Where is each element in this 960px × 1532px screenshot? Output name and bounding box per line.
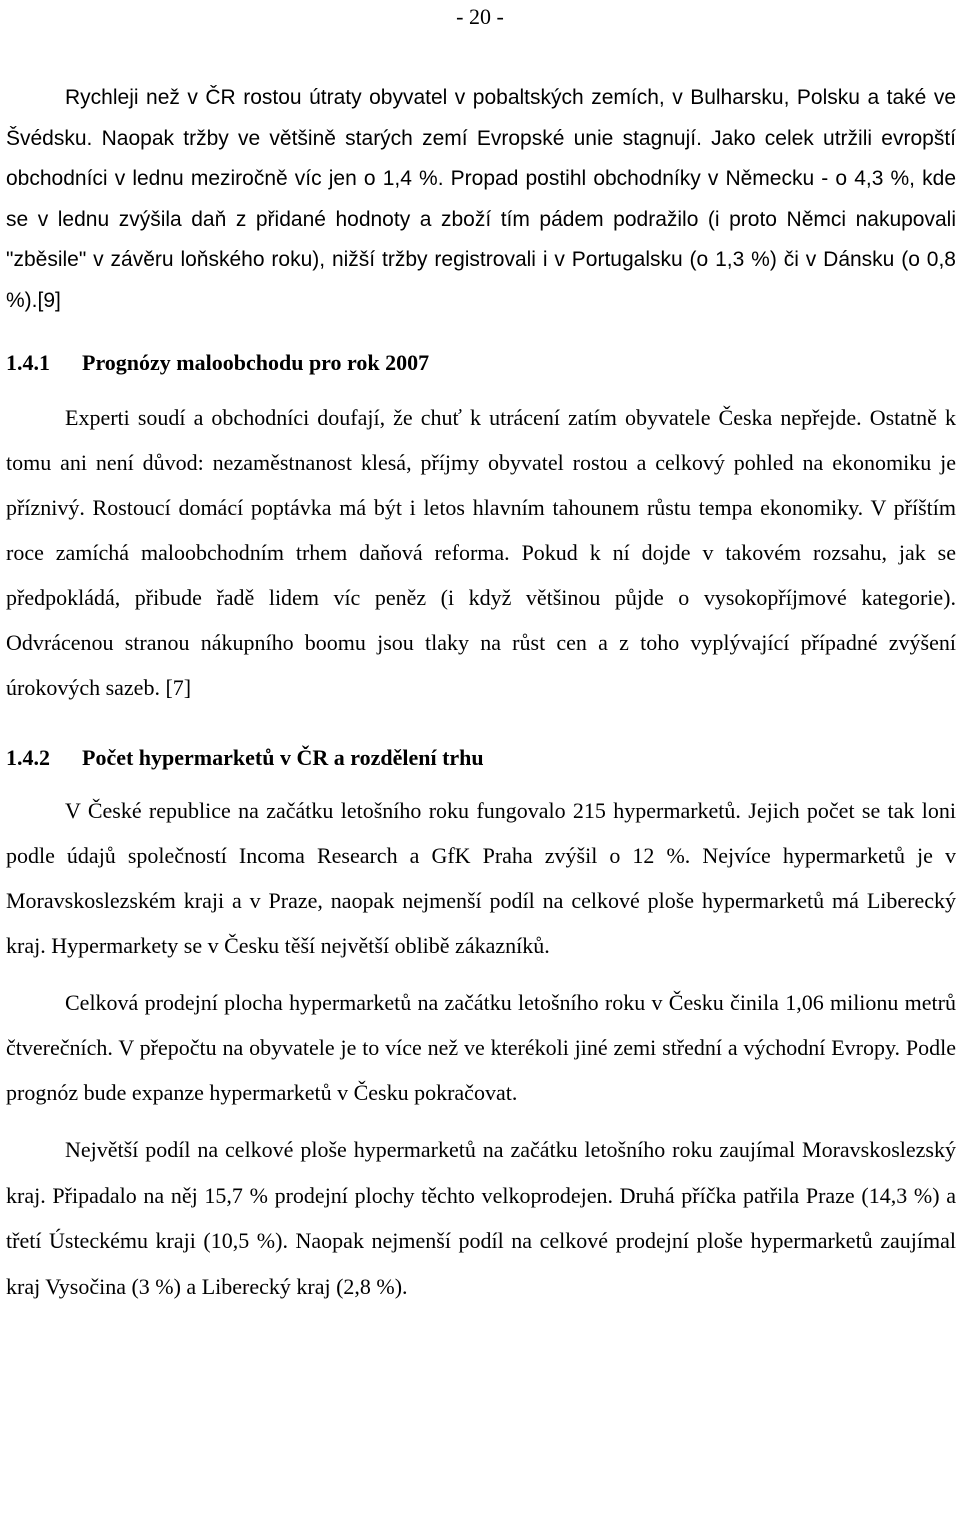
section-heading-1-4-2 [6, 734, 956, 782]
section-title: Prognózy maloobchodu pro rok 2007 [82, 350, 430, 375]
intro-paragraph: Rychleji než v ČR rostou útraty obyvatel v pobaltských zemích, v Bulharsku, Polsku a také ve Švédsku. Naopak tržby ve většině starých zemí Evropské unie stagnují. Jako celek utržili evropští obchodníci v lednu meziročně víc jen o 1,4 %. Propad postihl obchodníky v Německu - o 4,3 %, kde se v lednu zvýšila daň z přidané hodnoty a zboží tím pádem podražilo (i proto Němci nakupovali "zběsile" v závěru loňského roku), nižší tržby registrovali i v Portugalsku (o 1,3 %) či v Dánsku (o 0,8 %).[9] [6, 86, 956, 312]
page-content [6, 78, 956, 1309]
section-1-4-1-paragraph: Experti soudí a obchodníci doufají, že chuť k utrácení zatím obyvatele Česka nepřejde. Ostatně k tomu ani není důvod: nezaměstnanost klesá, příjmy obyvatel rostou a celkový pohled na ekonomiku je příznivý. Rostoucí domácí poptávka má být i letos hlavním tahounem růstu tempa ekonomiky. V příštím roce zamíchá maloobchodním trhem daňová reforma. Pokud k ní dojde v takovém rozsahu, jak se předpokládá, přibude řadě lidem víc peněz (i když většinou půjde o vysokopříjmové kategorie). Odvrácenou stranou nákupního boomu jsou tlaky na růst cen a z toho vyplývající případné zvýšení úrokových sazeb. [7] [6, 405, 956, 700]
section-number: 1.4.2 [6, 745, 50, 770]
section-heading-1-4-1 [6, 339, 956, 387]
section-number: 1.4.1 [6, 350, 50, 375]
page-number: - 20 - [456, 4, 504, 29]
section-title: Počet hypermarketů v ČR a rozdělení trhu [82, 745, 484, 770]
section-1-4-2-paragraph-2: Celková prodejní plocha hypermarketů na začátku letošního roku v Česku činila 1,06 milionu metrů čtverečních. V přepočtu na obyvatele je to více než ve kterékoli jiné zemi střední a východní Evropy. Podle prognóz bude expanze hypermarketů v Česku pokračovat. [6, 990, 956, 1105]
section-1-4-2-paragraph-1: V České republice na začátku letošního roku fungovalo 215 hypermarketů. Jejich počet se tak loni podle údajů společností Incoma Research a GfK Praha zvýšil o 12 %. Nejvíce hypermarketů je v Moravskoslezském kraji a v Praze, naopak nejmenší podíl na celkové ploše hypermarketů má Liberecký kraj. Hypermarkety se v Česku těší největší oblibě zákazníků. [6, 798, 956, 958]
section-1-4-2-paragraph-3: Největší podíl na celkové ploše hypermarketů na začátku letošního roku zaujímal Moravskoslezský kraj. Připadalo na něj 15,7 % prodejní plochy těchto velkoprodejen. Druhá příčka patřila Praze (14,3 %) a třetí Ústeckému kraji (10,5 %). Naopak nejmenší podíl na celkové prodejní ploše hypermarketů zaujímal kraj Vysočina (3 %) a Liberecký kraj (2,8 %). [6, 1137, 956, 1299]
